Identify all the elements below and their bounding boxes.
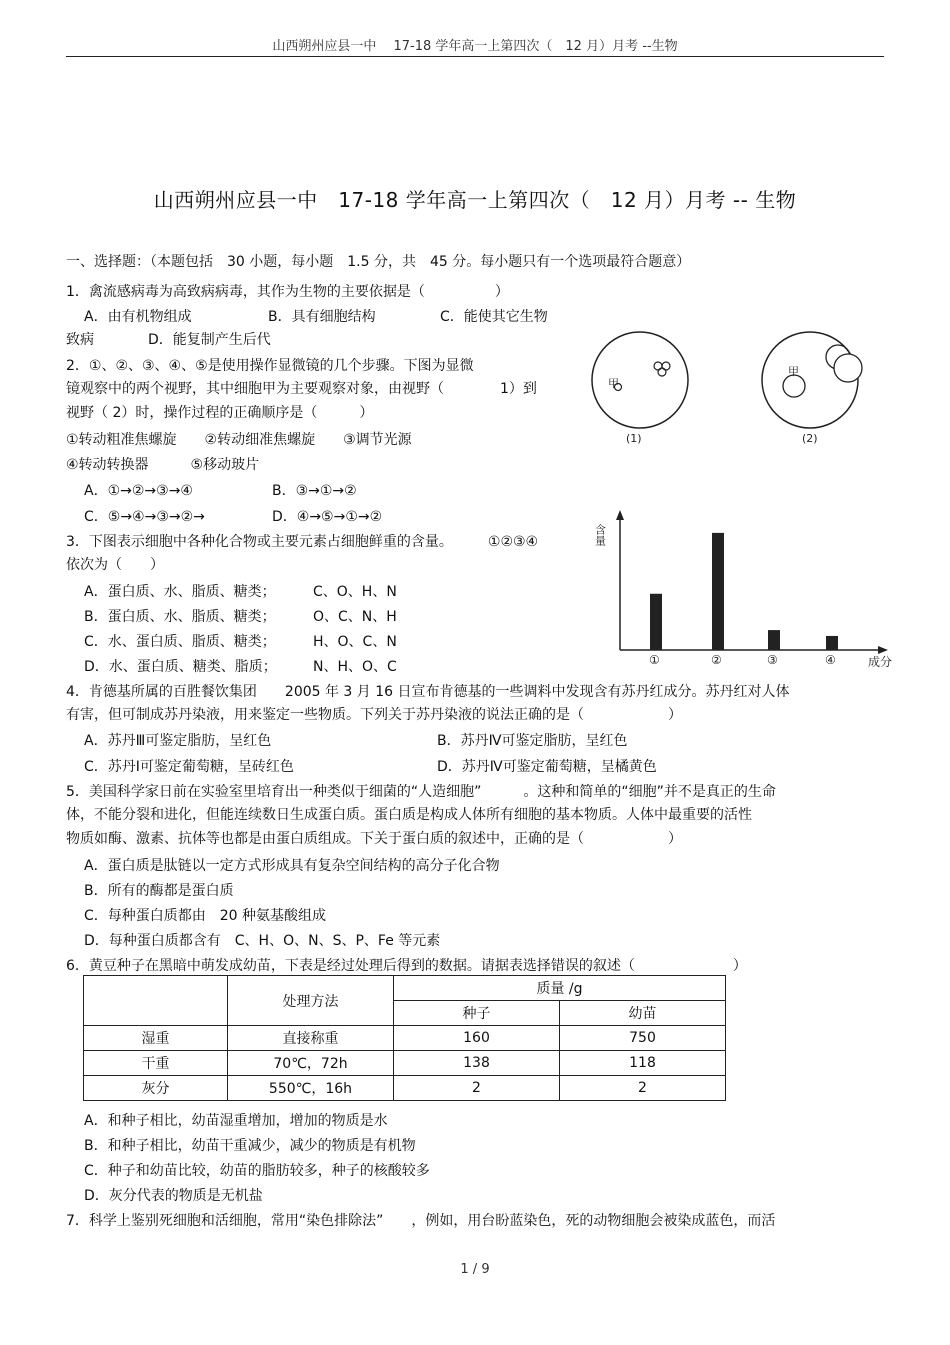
page-title: 山西朔州应县一中 17-18 学年高一上第四次（ 12 月）月考 -- 生物: [153, 188, 797, 212]
table-header-seedling: 幼苗: [560, 1001, 726, 1026]
row-seedling-mass: 750: [560, 1026, 726, 1051]
category-label-1: ①: [649, 653, 660, 667]
header-divider: [66, 56, 884, 57]
page-header: 山西朔州应县一中 17-18 学年高一上第四次（ 12 月）月考 --生物: [272, 39, 678, 54]
seed-data-table: [83, 975, 726, 1101]
q3-line-2: 依次为（ ）: [66, 557, 164, 573]
field-of-view-2: [762, 332, 862, 445]
row-seedling-mass: 2: [560, 1076, 726, 1101]
q3-option-a: A．蛋白质、水、脂质、糖类；: [84, 584, 276, 600]
q5-line-3: 物质如酶、激素、抗体等也都是由蛋白质组成。下关于蛋白质的叙述中，正确的是（ ）: [66, 831, 682, 847]
table-header-seed: 种子: [394, 1001, 560, 1026]
q4-option-d: D．苏丹Ⅳ可鉴定葡萄糖，呈橘黄色: [437, 759, 657, 775]
table-header-corner: [84, 976, 228, 1026]
q2-line-3: 视野（ 2）时，操作过程的正确顺序是（ ）: [66, 405, 374, 421]
q2-option-d: D．④→⑤→①→②: [272, 509, 383, 525]
field-2-label: (2): [802, 432, 818, 445]
microscope-fields-figure: [580, 330, 880, 455]
q1-option-d: D．能复制产生后代: [148, 332, 271, 348]
row-name: 灰分: [84, 1076, 228, 1101]
field-of-view-1: [592, 332, 688, 445]
cell-jia-label-1: 甲: [608, 377, 619, 390]
q5-line-2: 体，不能分裂和进化，但能连续数日生成蛋白质。蛋白质是构成人体所有细胞的基本物质。人体中最重要的活性: [66, 807, 752, 823]
category-label-2: ②: [711, 653, 722, 667]
y-axis-label: 含量: [593, 524, 607, 546]
q3-line-1: 3．下图表示细胞中各种化合物或主要元素占细胞鲜重的含量。 ①②③④: [66, 534, 539, 550]
q3-option-a-elements: C、O、H、N: [313, 584, 397, 600]
row-name: 干重: [84, 1051, 228, 1076]
q5-option-b: B．所有的酶都是蛋白质: [84, 883, 234, 899]
composition-bar-chart: [593, 508, 900, 673]
q2-option-c: C．⑤→④→③→②→: [84, 509, 205, 525]
q5-option-c: C．每种蛋白质都由 20 种氨基酸组成: [84, 908, 327, 924]
table-row: [84, 1076, 726, 1101]
page-number: 1 / 9: [460, 1262, 490, 1277]
q5-option-d: D．每种蛋白质都含有 C、H、O、N、S、P、Fe 等元素: [84, 933, 441, 949]
x-axis-arrow: [878, 646, 888, 654]
q3-option-c-elements: H、O、C、N: [313, 634, 397, 650]
q2-option-a: A．①→②→③→④: [84, 483, 193, 499]
x-axis-label: 成分: [868, 655, 893, 669]
q1-option-c: C．能使其它生物: [440, 309, 548, 325]
table-header-mass: 质量 /g: [394, 976, 726, 1001]
bar-1: [650, 594, 662, 650]
q6-option-b: B．和种子相比，幼苗干重减少，减少的物质是有机物: [84, 1138, 416, 1154]
q4-option-c: C．苏丹Ⅰ可鉴定葡萄糖，呈砖红色: [84, 759, 294, 775]
q5-option-a: A．蛋白质是肽链以一定方式形成具有复杂空间结构的高分子化合物: [84, 858, 500, 874]
q2-steps-2: ④转动转换器 ⑤移动玻片: [66, 457, 260, 473]
category-label-4: ④: [825, 653, 836, 667]
q6-stem: 6．黄豆种子在黑暗中萌发成幼苗，下表是经过处理后得到的数据。请据表选择错误的叙述（ ）: [66, 958, 747, 974]
q3-option-d: D．水、蛋白质、糖类、脂质；: [84, 659, 277, 675]
y-axis-arrow: [616, 510, 624, 520]
q1-option-a: A．由有机物组成: [84, 309, 192, 325]
table-row: [84, 1051, 726, 1076]
q3-option-d-elements: N、H、O、C: [313, 659, 397, 675]
q3-option-b-elements: O、C、N、H: [313, 609, 397, 625]
table-header-method: 处理方法: [228, 976, 394, 1026]
category-label-3: ③: [767, 653, 778, 667]
q4-line-2: 有害，但可制成苏丹染液，用来鉴定一些物质。下列关于苏丹染液的说法正确的是（ ）: [66, 707, 682, 723]
q4-line-1: 4．肯德基所属的百胜餐饮集团 2005 年 3 月 16 日宣布肯德基的一些调料中发现含有苏丹红成分。苏丹红对人体: [66, 684, 790, 700]
q3-option-b: B．蛋白质、水、脂质、糖类；: [84, 609, 276, 625]
row-name: 湿重: [84, 1026, 228, 1051]
table-row: [84, 1026, 726, 1051]
q6-option-d: D．灰分代表的物质是无机盐: [84, 1188, 263, 1204]
row-seed-mass: 2: [394, 1076, 560, 1101]
bar-2: [712, 533, 724, 650]
q2-line-2: 镜观察中的两个视野，其中细胞甲为主要观察对象，由视野（ 1）到: [66, 381, 537, 397]
cell-jia-label-2: 甲: [788, 365, 799, 378]
bar-3: [768, 630, 780, 650]
row-seed-mass: 160: [394, 1026, 560, 1051]
section-heading: 一、选择题：（本题包括 30 小题，每小题 1.5 分，共 45 分。每小题只有一个选项最符合题意）: [66, 254, 691, 270]
q3-option-c: C．水、蛋白质、脂质、糖类；: [84, 634, 276, 650]
q2-option-b: B．③→①→②: [272, 483, 357, 499]
q1-option-b: B．具有细胞结构: [268, 309, 376, 325]
row-method: 70℃，72h: [228, 1051, 394, 1076]
q2-steps-1: ①转动粗准焦螺旋 ②转动细准焦螺旋 ③调节光源: [66, 432, 412, 448]
row-method: 550℃，16h: [228, 1076, 394, 1101]
q5-line-1: 5．美国科学家日前在实验室里培育出一种类似于细菌的“人造细胞” 。这种和简单的“细胞”并不是真正的生命: [66, 784, 776, 800]
q4-option-b: B．苏丹Ⅳ可鉴定脂肪，呈红色: [437, 733, 628, 749]
q1-stem: 1．禽流感病毒为高致病病毒，其作为生物的主要依据是（ ）: [66, 284, 509, 300]
q2-line-1: 2．①、②、③、④、⑤是使用操作显微镜的几个步骤。下图为显微: [66, 358, 474, 374]
row-method: 直接称重: [228, 1026, 394, 1051]
q7-line-1: 7．科学上鉴别死细胞和活细胞，常用“染色排除法” ，例如，用台盼蓝染色，死的动物细胞会被染成蓝色，而活: [66, 1213, 776, 1229]
row-seed-mass: 138: [394, 1051, 560, 1076]
bar-4: [826, 636, 838, 650]
q6-option-c: C．种子和幼苗比较，幼苗的脂肪较多，种子的核酸较多: [84, 1163, 430, 1179]
field-1-label: (1): [626, 432, 642, 445]
row-seedling-mass: 118: [560, 1051, 726, 1076]
q4-option-a: A．苏丹Ⅲ可鉴定脂肪，呈红色: [84, 733, 272, 749]
q6-option-a: A．和种子相比，幼苗湿重增加，增加的物质是水: [84, 1113, 388, 1129]
q1-option-c-cont: 致病: [66, 332, 94, 348]
